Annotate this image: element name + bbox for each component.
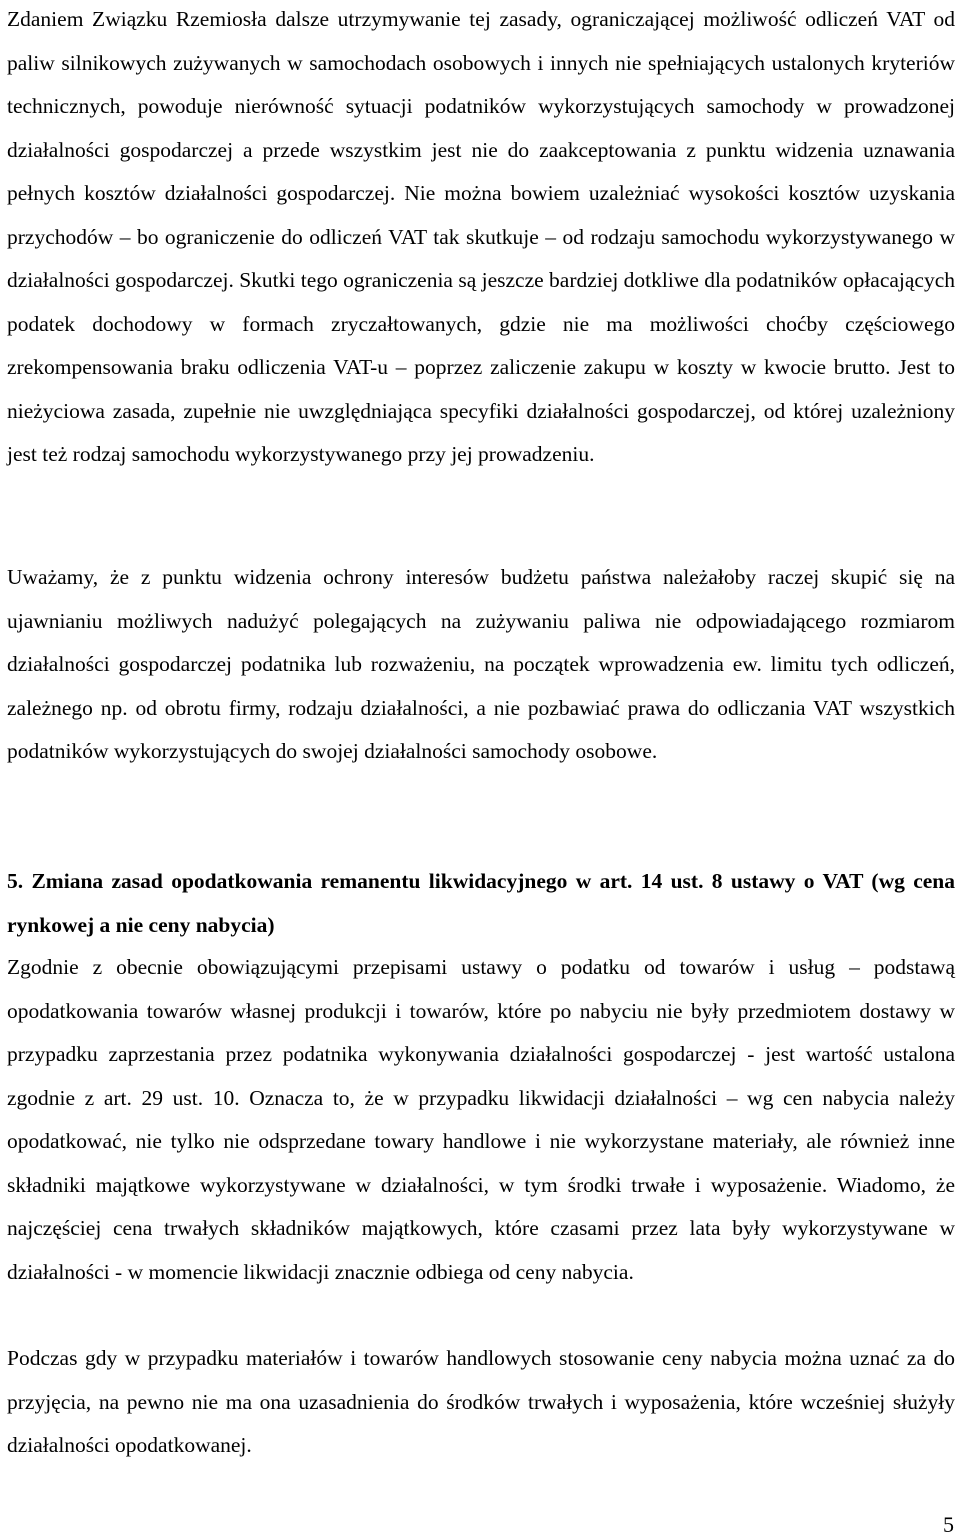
- paragraph-fixed-assets: Podczas gdy w przypadku materiałów i towarów handlowych stosowanie ceny nabycia można uznać za do przyjęcia, na pewno nie ma ona uzasadnienia do środków trwałych i wyposażenia, które wcześniej służyły działalności opodatkowanej.: [7, 1346, 955, 1457]
- page-number: 5: [943, 1512, 954, 1537]
- paragraph-vat-fuel-deduction: Zdaniem Związku Rzemiosła dalsze utrzymywanie tej zasady, ograniczającej możliwość odliczeń VAT od paliw silnikowych zużywanych w samochodach osobowych i innych nie spełniających ustalonych kryteriów technicznych, powoduje nierówność sytuacji podatników wykorzystujących samochody w prowadzonej działalności gospodarczej a przede wszystkim jest nie do zaakceptowania z punktu widzenia uznawania pełnych kosztów działalności gospodarczej. Nie można bowiem uzależniać wysokości kosztów uzyskania przychodów – bo ograniczenie do odliczeń VAT tak skutkuje – od rodzaju samochodu wykorzystywanego w działalności gospodarczej. Skutki tego ograniczenia są jeszcze bardziej dotkliwe dla podatników opłacających podatek dochodowy w formach zryczałtowanych, gdzie nie ma możliwości choćby częściowego zrekompensowania braku odliczenia VAT-u – poprzez zaliczenie zakupu w koszty w kwocie brutto. Jest to nieżyciowa zasada, zupełnie nie uwzględniająca specyfiki działalności gospodarczej, od której uzależniony jest też rodzaj samochodu wykorzystywanego przy jej prowadzeniu.: [7, 7, 956, 466]
- paragraph-budget-interests: Uważamy, że z punktu widzenia ochrony interesów budżetu państwa należałoby raczej skupić się na ujawnianiu możliwych nadużyć polegających na zużywaniu paliwa nie odpowiadającego rozmiarom działalności gospodarczej podatnika lub rozważeniu, na początek wprowadzenia ew. limitu tych odliczeń, zależnego np. od obrotu firmy, rodzaju działalności, a nie pozbawiać prawa do odliczania VAT wszystkich podatników wykorzystujących do swojej działalności samochody osobowe.: [7, 565, 955, 763]
- paragraph-current-regulations: Zgodnie z obecnie obowiązującymi przepisami ustawy o podatku od towarów i usług – podstawą opodatkowania towarów własnej produkcji i towarów, które po nabyciu nie były przedmiotem dostawy w przypadku zaprzestania przez podatnika wykonywania działalności gospodarczej - jest wartość ustalona zgodnie z art. 29 ust. 10. Oznacza to, że w przypadku likwidacji działalności – wg cen nabycia należy opodatkować, nie tylko nie odsprzedane towary handlowe i nie wykorzystane materiały, ale również inne składniki majątkowe wykorzystywane w działalności, w tym środki trwałe i wyposażenie. Wiadomo, że najczęściej cena trwałych składników majątkowych, które czasami przez lata były wykorzystywane w działalności - w momencie likwidacji znacznie odbiega od ceny nabycia.: [7, 955, 955, 1284]
- section-heading: 5. Zmiana zasad opodatkowania remanentu likwidacyjnego w art. 14 ust. 8 ustawy o VAT (wg cena rynkowej a nie ceny nabycia): [7, 869, 955, 937]
